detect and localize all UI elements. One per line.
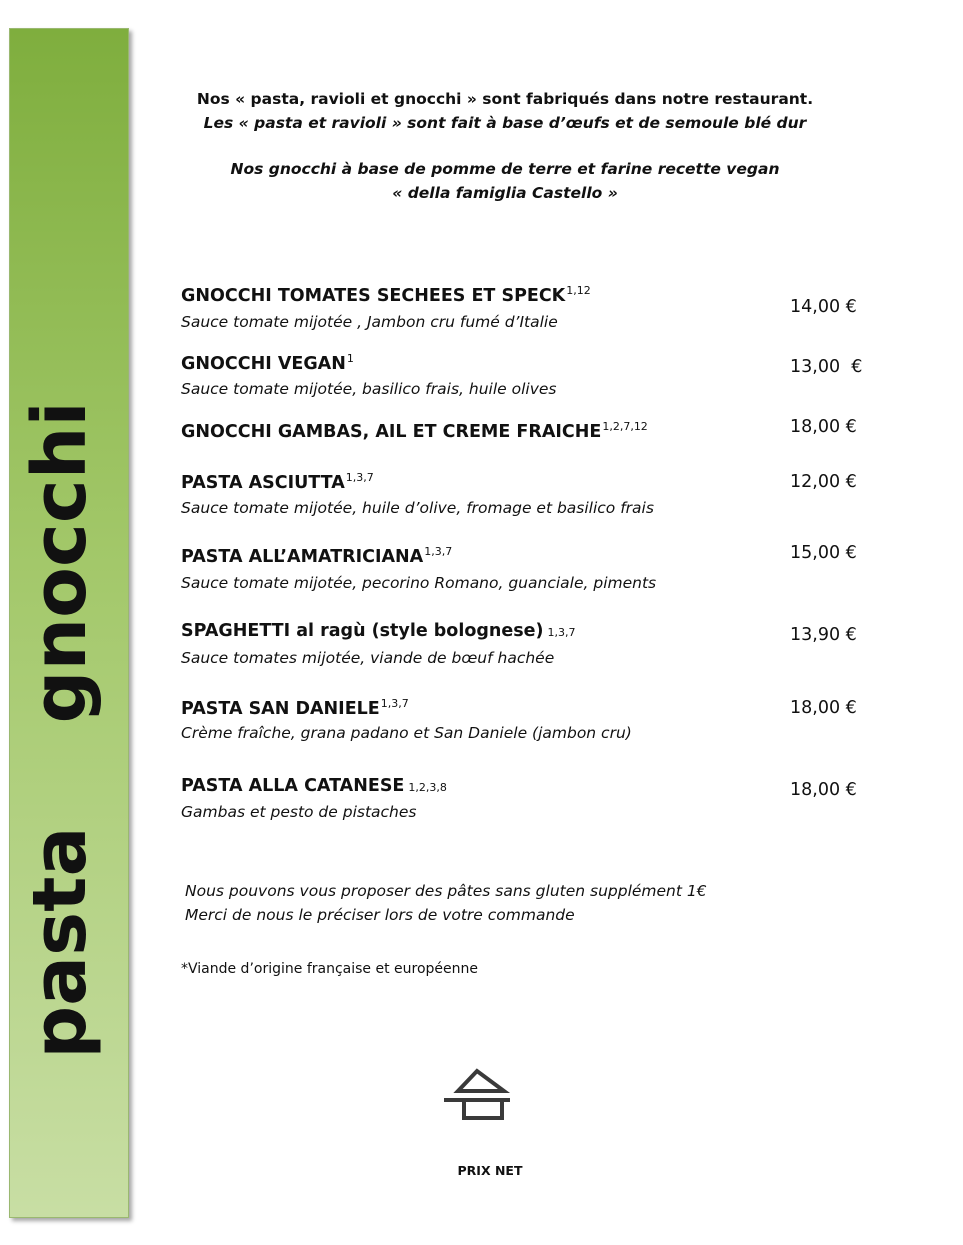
gluten-note-line-2: Merci de nous le préciser lors de votre commande xyxy=(185,906,575,924)
menu-item-name: PASTA SAN DANIELE$^{1,3,7}$ xyxy=(181,697,409,719)
menu-item-name: SPAGHETTI al ragù (style bolognese) 1,3,7 xyxy=(181,621,576,641)
menu-item-desc: Sauce tomate mijotée , Jambon cru fumé d’Italie xyxy=(181,313,558,331)
menu-item-price: 18,00 € xyxy=(790,780,857,800)
fait-maison-house-icon xyxy=(444,1063,514,1123)
sidebar-title: pasta gnocchi xyxy=(17,401,103,1059)
menu-item-price: 12,00 € xyxy=(790,472,857,492)
menu-item-name: GNOCCHI TOMATES SECHEES ET SPECK$^{1,12}$ xyxy=(181,284,591,306)
menu-item-name: GNOCCHI VEGAN$^1$ xyxy=(181,352,354,374)
menu-item-desc: Sauce tomate mijotée, basilico frais, huile olives xyxy=(181,380,557,398)
menu-item-desc: Crème fraîche, grana padano et San Daniele (jambon cru) xyxy=(181,724,632,742)
menu-item-name: PASTA ALLA CATANESE 1,2,3,8 xyxy=(181,776,447,796)
intro-line-3: Nos gnocchi à base de pomme de terre et farine recette vegan xyxy=(230,160,780,178)
menu-item-desc: Sauce tomates mijotée, viande de bœuf hachée xyxy=(181,649,555,667)
menu-item-price: 14,00 € xyxy=(790,297,857,317)
intro-line-1: Nos « pasta, ravioli et gnocchi » sont fabriqués dans notre restaurant. xyxy=(196,90,814,108)
menu-item-name: PASTA ASCIUTTA$^{1,3,7}$ xyxy=(181,471,374,493)
menu-item-desc: Sauce tomate mijotée, pecorino Romano, guanciale, piments xyxy=(181,574,657,592)
prix-net-label: PRIX NET xyxy=(457,1163,523,1178)
menu-item-name: PASTA ALL’AMATRICIANA$^{1,3,7}$ xyxy=(181,545,453,567)
intro-line-2: Les « pasta et ravioli » sont fait à base d’œufs et de semoule blé dur xyxy=(203,114,807,132)
menu-item-price: 18,00 € xyxy=(790,417,857,437)
menu-item-desc: Gambas et pesto de pistaches xyxy=(181,803,417,821)
meat-origin-note: *Viande d’origine française et européenne xyxy=(181,961,479,977)
menu-item-price: 18,00 € xyxy=(790,698,857,718)
intro-line-4: « della famiglia Castello » xyxy=(392,184,618,202)
menu-item-desc: Sauce tomate mijotée, huile d’olive, fromage et basilico frais xyxy=(181,499,654,517)
menu-item-price: 15,00 € xyxy=(790,543,857,563)
menu-item-name: GNOCCHI GAMBAS, AIL ET CREME FRAICHE$^{1,2,7,12}$ xyxy=(181,420,648,442)
menu-item-price: 13,00 € xyxy=(790,357,863,377)
gluten-note-line-1: Nous pouvons vous proposer des pâtes sans gluten supplément 1€ xyxy=(185,882,707,900)
menu-item-price: 13,90 € xyxy=(790,625,857,645)
